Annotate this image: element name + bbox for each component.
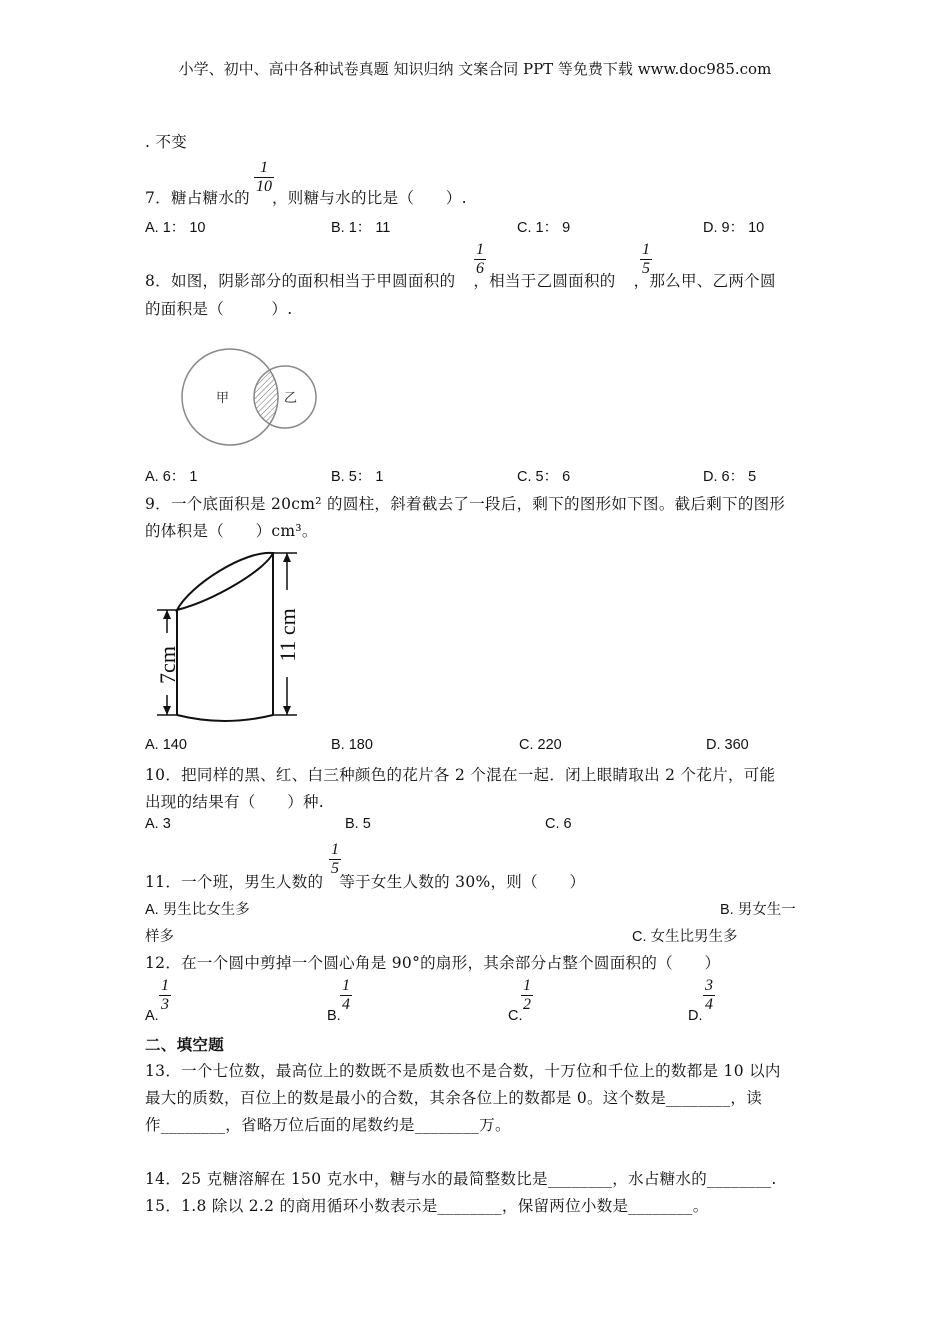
q8-text-a: 8．如图，阴影部分的面积相当于甲圆面积的	[145, 272, 456, 290]
q7-option-a[interactable]: A. 1： 10	[145, 220, 206, 236]
q10-stem-line1: 10．把同样的黑、红、白三种颜色的花片各 2 个混在一起．闭上眼睛取出 2 个花片，可能	[145, 766, 776, 784]
q12-option-c-fraction[interactable]	[521, 978, 533, 1013]
q12-option-d-fraction[interactable]	[703, 978, 715, 1013]
q12-b-den: 4	[342, 996, 350, 1013]
q13-line1: 13．一个七位数，最高位上的数既不是质数也不是合数，十万位和千位上的数都是 10 以内	[145, 1062, 781, 1080]
q7-stem	[145, 186, 467, 208]
q8-option-a[interactable]: A. 6： 1	[145, 469, 198, 485]
page-header: 小学、初中、高中各种试卷真题 知识归纳 文案合同 PPT 等免费下载 www.doc985.com	[178, 60, 772, 78]
q8-option-d[interactable]: D. 6： 5	[703, 469, 757, 485]
q9-stem-line2: 的体积是（ ）cm³。	[145, 522, 318, 540]
q9-stem-line1: 9．一个底面积是 20cm² 的圆柱，斜着截去了一段后，剩下的图形如下图。截后剩下的图形	[145, 495, 786, 513]
q12-stem: 12．在一个圆中剪掉一个圆心角是 90°的扇形，其余部分占整个圆面积的（ ）	[145, 954, 721, 972]
q11-option-a[interactable]: A. 男生比女生多	[145, 902, 250, 918]
q12-d-den: 4	[705, 996, 713, 1013]
q10-option-a[interactable]: A. 3	[145, 816, 171, 832]
q7-frac-num: 1	[260, 159, 268, 176]
q9-option-c[interactable]: C. 220	[519, 737, 562, 753]
q8-f1-num: 1	[476, 241, 484, 258]
q7-option-c[interactable]: C. 1： 9	[517, 220, 571, 236]
q8-text-c: ，那么甲、乙两个圆	[633, 272, 776, 290]
q12-a-num: 1	[161, 977, 169, 994]
circle-yi-label: 乙	[284, 391, 298, 406]
q9-label-7cm: 7cm	[155, 646, 180, 684]
q12-option-c-label[interactable]: C.	[508, 1008, 523, 1024]
q8-f2-den: 5	[642, 260, 650, 277]
q9-option-b[interactable]: B. 180	[331, 737, 373, 753]
q7-frac-den: 10	[256, 178, 272, 195]
q9-cylinder-figure	[145, 545, 315, 730]
q10-option-b[interactable]: B. 5	[345, 816, 371, 832]
q11-text-b: 等于女生人数的 30%，则（ ）	[339, 873, 586, 891]
q8-f1-den: 6	[476, 260, 484, 277]
q8-option-c[interactable]: C. 5： 6	[517, 469, 571, 485]
q12-option-d-label[interactable]: D.	[688, 1008, 703, 1024]
q14-text: 14．25 克糖溶解在 150 克水中，糖与水的最简整数比是________，水占糖水的________.	[145, 1170, 777, 1188]
q8-f2-num: 1	[642, 241, 650, 258]
q7-option-b[interactable]: B. 1： 11	[331, 220, 391, 236]
q8-fraction-1	[474, 242, 486, 277]
q15-text: 15．1.8 除以 2.2 的商用循环小数表示是________，保留两位小数是________。	[145, 1197, 709, 1215]
q11-stem	[145, 870, 585, 892]
q12-option-a-fraction[interactable]	[159, 978, 171, 1013]
section-fill-in-title: 二、填空题	[145, 1035, 225, 1054]
q11-option-b-part2[interactable]: 样多	[145, 929, 174, 945]
q12-option-b-label[interactable]: B.	[327, 1008, 341, 1024]
q11-frac-den: 5	[331, 860, 339, 877]
q9-option-d[interactable]: D. 360	[706, 737, 749, 753]
q11-frac-num: 1	[331, 841, 339, 858]
q7-option-d[interactable]: D. 9： 10	[703, 220, 765, 236]
q7-text-b: ，则糖与水的比是（ ）.	[271, 189, 467, 207]
q7-fraction	[254, 160, 274, 195]
q10-option-c[interactable]: C. 6	[545, 816, 572, 832]
q8-stem-line1	[145, 269, 776, 291]
q10-stem-line2: 出现的结果有（ ）种.	[145, 793, 325, 811]
q12-c-num: 1	[523, 977, 531, 994]
q13-line2: 最大的质数，百位上的数是最小的合数，其余各位上的数都是 0。这个数是________，读	[145, 1089, 762, 1107]
q7-text-a: 7．糖占糖水的	[145, 189, 250, 207]
q12-option-b-fraction[interactable]	[340, 978, 352, 1013]
q8-option-b[interactable]: B. 5： 1	[331, 469, 384, 485]
q8-circles-figure	[178, 345, 323, 450]
q11-option-b-part1[interactable]: B. 男女生一	[720, 902, 796, 918]
q12-c-den: 2	[523, 996, 531, 1013]
q11-option-c[interactable]: C. 女生比男生多	[632, 929, 738, 945]
q11-fraction	[329, 842, 341, 877]
q9-option-a[interactable]: A. 140	[145, 737, 187, 753]
circle-jia-label: 甲	[216, 391, 230, 406]
q12-a-den: 3	[161, 996, 169, 1013]
prev-answer-tail: . 不变	[145, 133, 188, 151]
q13-line3: 作________，省略万位后面的尾数约是________万。	[145, 1116, 511, 1134]
q9-label-11cm: 11 cm	[275, 608, 300, 662]
q11-text-a: 11．一个班，男生人数的	[145, 873, 324, 891]
q8-stem-line2: 的面积是（ ）.	[145, 300, 293, 318]
q12-d-num: 3	[705, 977, 713, 994]
q8-fraction-2	[640, 242, 652, 277]
q12-b-num: 1	[342, 977, 350, 994]
q12-option-a-label[interactable]: A.	[145, 1008, 159, 1024]
q8-text-b: ，相当于乙圆面积的	[473, 272, 616, 290]
